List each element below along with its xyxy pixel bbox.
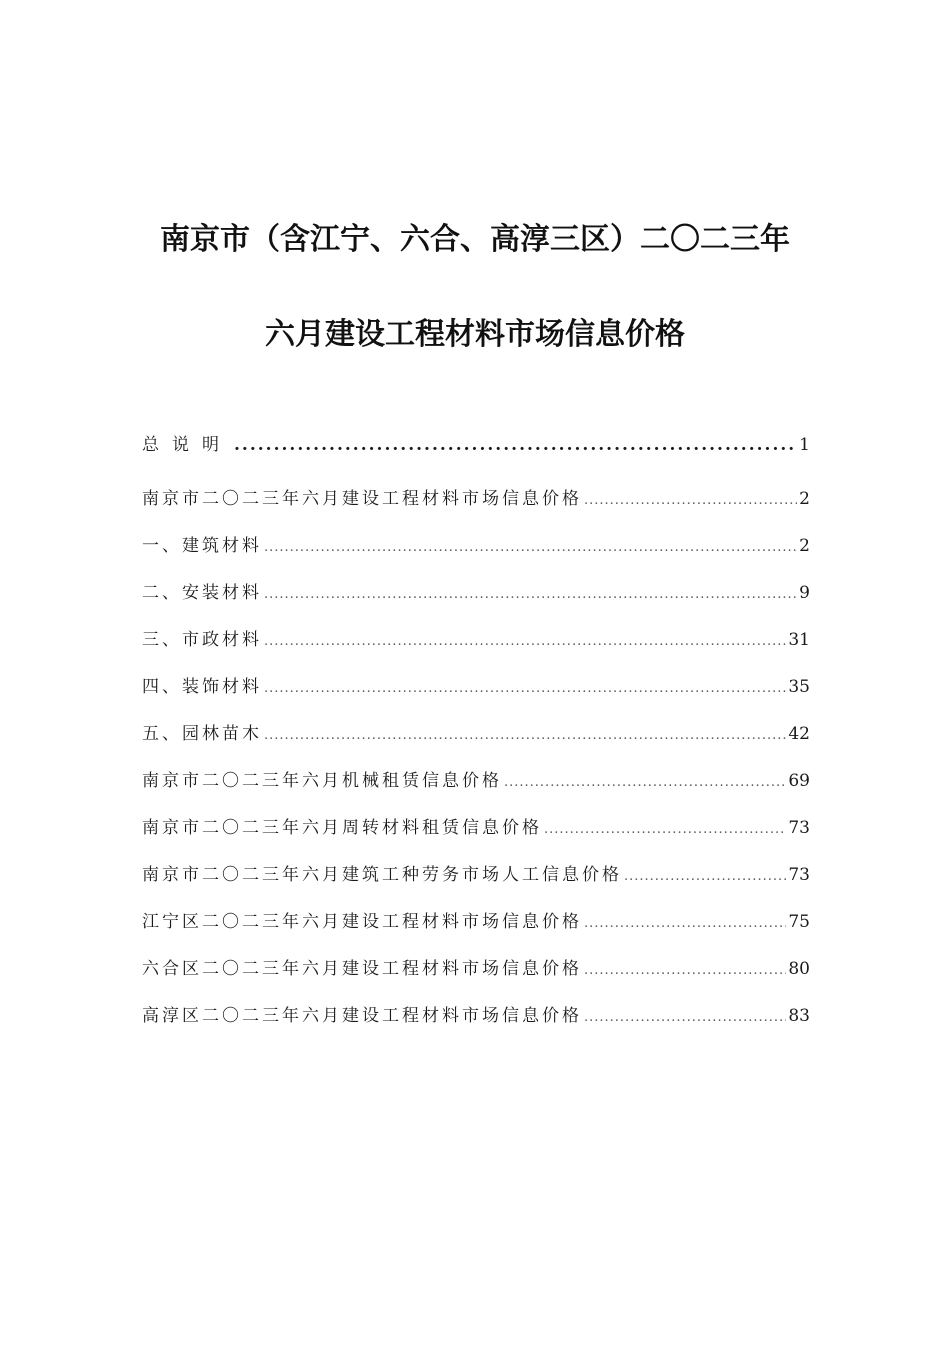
toc-entry-label: 高淳区二〇二三年六月建设工程材料市场信息价格 — [142, 1006, 582, 1026]
document-title-line-2: 六月建设工程材料市场信息价格 — [265, 317, 685, 352]
toc-entry-page: 42 — [788, 724, 810, 744]
toc-entry-label: 三、市政材料 — [142, 630, 262, 650]
toc-entry-label: 南京市二〇二三年六月建筑工种劳务市场人工信息价格 — [142, 865, 622, 885]
toc-dot-leader — [264, 634, 786, 649]
table-of-contents — [142, 430, 810, 1048]
toc-entry-page: 73 — [788, 818, 810, 838]
toc-entry-machinery-rental[interactable] — [142, 766, 810, 813]
toc-entry-municipal-materials[interactable] — [142, 625, 810, 672]
toc-entry-decoration-materials[interactable] — [142, 672, 810, 719]
toc-entry-turnover-materials-rental[interactable] — [142, 813, 810, 860]
toc-entry-nanjing-materials[interactable] — [142, 484, 810, 531]
toc-entry-landscape-nursery[interactable] — [142, 719, 810, 766]
toc-entry-page: 69 — [788, 771, 810, 791]
toc-entry-page: 73 — [788, 865, 810, 885]
toc-entry-label: 南京市二〇二三年六月机械租赁信息价格 — [142, 771, 502, 791]
toc-entry-label: 一、建筑材料 — [142, 536, 262, 556]
document-title-line-1: 南京市（含江宁、六合、高淳三区）二〇二三年 — [160, 222, 790, 257]
toc-entry-labor-prices[interactable] — [142, 860, 810, 907]
toc-dot-leader — [234, 435, 797, 455]
toc-entry-label: 江宁区二〇二三年六月建设工程材料市场信息价格 — [142, 912, 582, 932]
toc-entry-label: 南京市二〇二三年六月建设工程材料市场信息价格 — [142, 489, 582, 509]
toc-entry-page: 2 — [799, 536, 810, 556]
toc-entry-page: 80 — [788, 959, 810, 979]
toc-entry-liuhe-materials[interactable] — [142, 954, 810, 1001]
toc-entry-jiangning-materials[interactable] — [142, 907, 810, 954]
toc-dot-leader — [584, 1010, 786, 1025]
toc-entry-label: 南京市二〇二三年六月周转材料租赁信息价格 — [142, 818, 542, 838]
toc-entry-label: 二、安装材料 — [142, 583, 262, 603]
toc-dot-leader — [544, 822, 786, 837]
toc-entry-page: 35 — [788, 677, 810, 697]
toc-entry-gaochun-materials[interactable] — [142, 1001, 810, 1048]
toc-entry-label: 六合区二〇二三年六月建设工程材料市场信息价格 — [142, 959, 582, 979]
toc-dot-leader — [624, 869, 786, 884]
toc-entry-label: 总说明 — [142, 435, 232, 455]
toc-entry-page: 2 — [799, 489, 810, 509]
toc-dot-leader — [584, 493, 797, 508]
toc-entry-page: 9 — [799, 583, 810, 603]
toc-entry-page: 1 — [799, 435, 810, 455]
toc-dot-leader — [584, 916, 786, 931]
toc-entry-general-notes[interactable] — [142, 430, 810, 484]
toc-entry-label: 四、装饰材料 — [142, 677, 262, 697]
toc-dot-leader — [264, 681, 786, 696]
toc-entry-building-materials[interactable] — [142, 531, 810, 578]
toc-entry-installation-materials[interactable] — [142, 578, 810, 625]
toc-entry-page: 31 — [788, 630, 810, 650]
toc-entry-page: 75 — [788, 912, 810, 932]
toc-dot-leader — [584, 963, 786, 978]
toc-dot-leader — [264, 587, 797, 602]
toc-entry-label: 五、园林苗木 — [142, 724, 262, 744]
toc-dot-leader — [504, 775, 786, 790]
toc-entry-page: 83 — [788, 1006, 810, 1026]
toc-dot-leader — [264, 540, 797, 555]
toc-dot-leader — [264, 728, 786, 743]
